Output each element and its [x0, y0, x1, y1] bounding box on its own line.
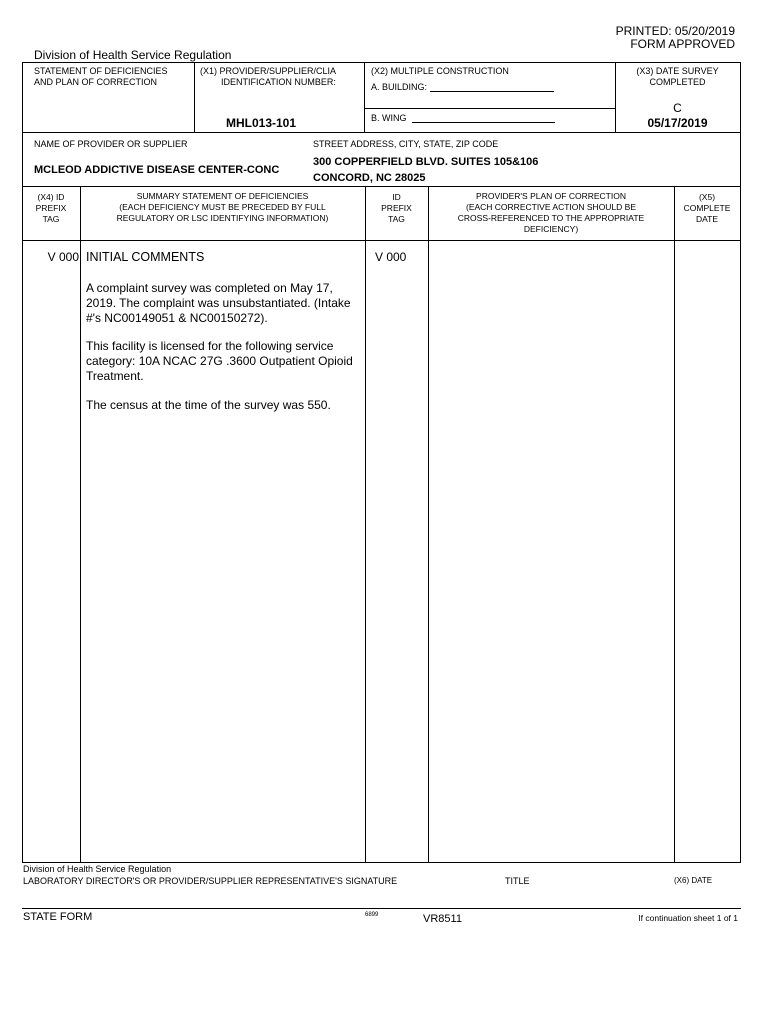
comment-paragraph: A complaint survey was completed on May 17, 2019. The complaint was unsubstantiated. (Intake #'s NC00149051 & NC00150272). — [86, 281, 351, 325]
printed-date: PRINTED: 05/20/2019 — [615, 24, 735, 38]
column-divider — [365, 186, 366, 862]
comment-paragraph: The census at the time of the survey was 550. — [86, 398, 331, 412]
address-label: STREET ADDRESS, CITY, STATE, ZIP CODE — [313, 139, 499, 149]
address-line-1: 300 COPPERFIELD BLVD. SUITES 105&106 — [313, 156, 539, 168]
plan-label-2: (EACH CORRECTIVE ACTION SHOULD BE — [465, 202, 637, 212]
provider-id: MHL013-101 — [226, 116, 297, 130]
form-code: VR8511 — [423, 913, 462, 925]
x2-label: (X2) MULTIPLE CONSTRUCTION — [371, 66, 509, 76]
column-divider — [674, 186, 675, 862]
divider — [22, 132, 741, 133]
footer-agency: Division of Health Service Regulation — [23, 864, 172, 874]
frame-top — [22, 62, 741, 63]
date-label: (X6) DATE — [674, 876, 713, 885]
comment-paragraph: This facility is licensed for the following service category: 10A NCAC 27G .3600 Outpatient Opioid Treatment. — [86, 339, 353, 383]
x4-label-2: PREFIX — [35, 203, 67, 213]
provider-name: MCLEOD ADDICTIVE DISEASE CENTER-CONC — [34, 164, 280, 176]
column-divider — [428, 186, 429, 862]
statement-label-2: AND PLAN OF CORRECTION — [34, 77, 158, 87]
survey-date: 05/17/2019 — [647, 116, 708, 130]
frame-right — [740, 62, 741, 862]
x1-label-2: IDENTIFICATION NUMBER: — [221, 77, 336, 87]
x5-label-3: DATE — [695, 214, 719, 224]
frame-left — [22, 62, 23, 862]
building-label: A. BUILDING: — [371, 82, 428, 92]
x5-label-2: COMPLETE — [683, 203, 731, 213]
continuation-sheet: If continuation sheet 1 of 1 — [638, 913, 738, 923]
wing-field[interactable] — [412, 122, 555, 123]
form-number: 6899 — [365, 912, 379, 918]
divider — [364, 62, 365, 132]
x4-label: (X4) ID — [37, 192, 65, 202]
title-label: TITLE — [505, 876, 530, 886]
x3-label-2: COMPLETED — [649, 77, 706, 87]
statement-label: STATEMENT OF DEFICIENCIES — [34, 66, 168, 76]
plan-label-4: DEFICIENCY) — [523, 224, 579, 234]
summary-label-2: (EACH DEFICIENCY MUST BE PRECEDED BY FULL — [119, 202, 326, 212]
provider-name-label: NAME OF PROVIDER OR SUPPLIER — [34, 139, 188, 149]
x3-label: (X3) DATE SURVEY — [636, 66, 719, 76]
form-approved: FORM APPROVED — [630, 37, 735, 51]
x1-label: (X1) PROVIDER/SUPPLIER/CLIA — [200, 66, 337, 76]
summary-label-3: REGULATORY OR LSC IDENTIFYING INFORMATION) — [116, 213, 329, 223]
agency-name: Division of Health Service Regulation — [34, 48, 232, 62]
state-form-label: STATE FORM — [23, 911, 93, 923]
id-label-3: TAG — [388, 214, 405, 224]
divider — [22, 240, 741, 241]
frame-bottom — [22, 862, 741, 863]
divider — [22, 186, 741, 187]
plan-tag: V 000 — [375, 250, 407, 264]
id-label: ID — [392, 192, 401, 202]
deficiency-tag: V 000 — [47, 250, 79, 264]
initial-comments-heading: INITIAL COMMENTS — [86, 250, 205, 264]
id-label-2: PREFIX — [381, 203, 412, 213]
x4-label-3: TAG — [42, 214, 60, 224]
wing-label: B. WING — [371, 113, 407, 123]
building-field[interactable] — [430, 91, 554, 92]
divider — [364, 108, 616, 109]
column-divider — [80, 186, 81, 862]
address-line-2: CONCORD, NC 28025 — [313, 172, 426, 184]
survey-code: C — [673, 101, 682, 115]
x5-label: (X5) — [698, 192, 716, 202]
signature-label: LABORATORY DIRECTOR'S OR PROVIDER/SUPPLIER REPRESENTATIVE'S SIGNATURE — [23, 876, 398, 886]
plan-label-3: CROSS-REFERENCED TO THE APPROPRIATE — [457, 213, 645, 223]
summary-label: SUMMARY STATEMENT OF DEFICIENCIES — [136, 191, 309, 201]
divider — [194, 62, 195, 132]
plan-label: PROVIDER'S PLAN OF CORRECTION — [476, 191, 626, 201]
footer-divider — [22, 908, 741, 909]
